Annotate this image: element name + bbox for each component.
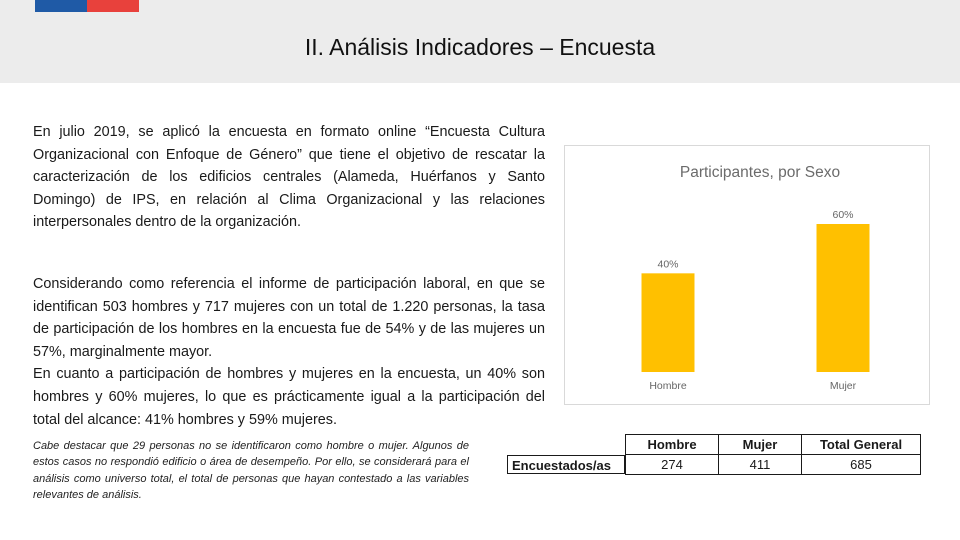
table-header-row: [626, 435, 921, 455]
footnote: Cabe destacar que 29 personas no se identificaron como hombre o mujer. Algunos de estos casos no respondió edificio o área de desempeño. Por ello, se considerará para el análisis como universo total, el total de personas que hayan contestado a las variables relevantes de análisis.: [33, 440, 469, 501]
tick-label-mujer: Mujer: [829, 380, 857, 392]
flag-red-stripe: [87, 0, 139, 12]
bar-hombre: [642, 273, 695, 372]
value-mujer: 411: [719, 455, 802, 475]
value-hombre: 274: [626, 455, 719, 475]
participation-rate-text: Considerando como referencia el informe de participación laboral, en que se identifican 503 hombres y 717 mujeres con un total de 1.220 personas, la tasa de participación de los hombres en la encuesta fue de 54% y de las mujeres un 57%, marginalmente mayor.: [33, 276, 545, 360]
table-row: [626, 455, 921, 475]
intro-paragraph: [33, 121, 545, 234]
chart-svg: [565, 146, 929, 404]
data-label-hombre: 40%: [657, 258, 679, 271]
value-total: 685: [802, 455, 921, 475]
analysis-paragraph: [33, 273, 545, 431]
intro-text: En julio 2019, se aplicó la encuesta en formato online “Encuesta Cultura Organizacional con Enfoque de Género” que tiene el objetivo de rescatar la caracterización de los edificios centrales (Alameda, Huérfanos y Santo Domingo) de IPS, en relación al Clima Organizacional y las relaciones interpersonales dentro de la organización.: [33, 124, 545, 231]
header-hombre: Hombre: [626, 435, 719, 455]
table-row-label: Encuestados/as: [507, 455, 625, 474]
participation-split-text: En cuanto a participación de hombres y mujeres en la encuesta, un 40% son hombres y 60% mujeres, lo que es prácticamente igual a la participación del total del alcance: 41% hombres y 59% mujeres.: [33, 366, 545, 428]
data-label-mujer: 60%: [832, 209, 854, 221]
participants-chart: [564, 145, 930, 405]
header-mujer: Mujer: [719, 435, 802, 455]
respondents-table: [625, 434, 921, 475]
tick-label-hombre: Hombre: [649, 380, 687, 392]
chart-title: Participantes, por Sexo: [679, 164, 841, 181]
header-band: [0, 0, 960, 83]
flag-blue-stripe: [35, 0, 87, 12]
bar-mujer: [817, 224, 870, 372]
header-total: Total General: [802, 435, 921, 455]
page-title: II. Análisis Indicadores – Encuesta: [304, 34, 656, 60]
